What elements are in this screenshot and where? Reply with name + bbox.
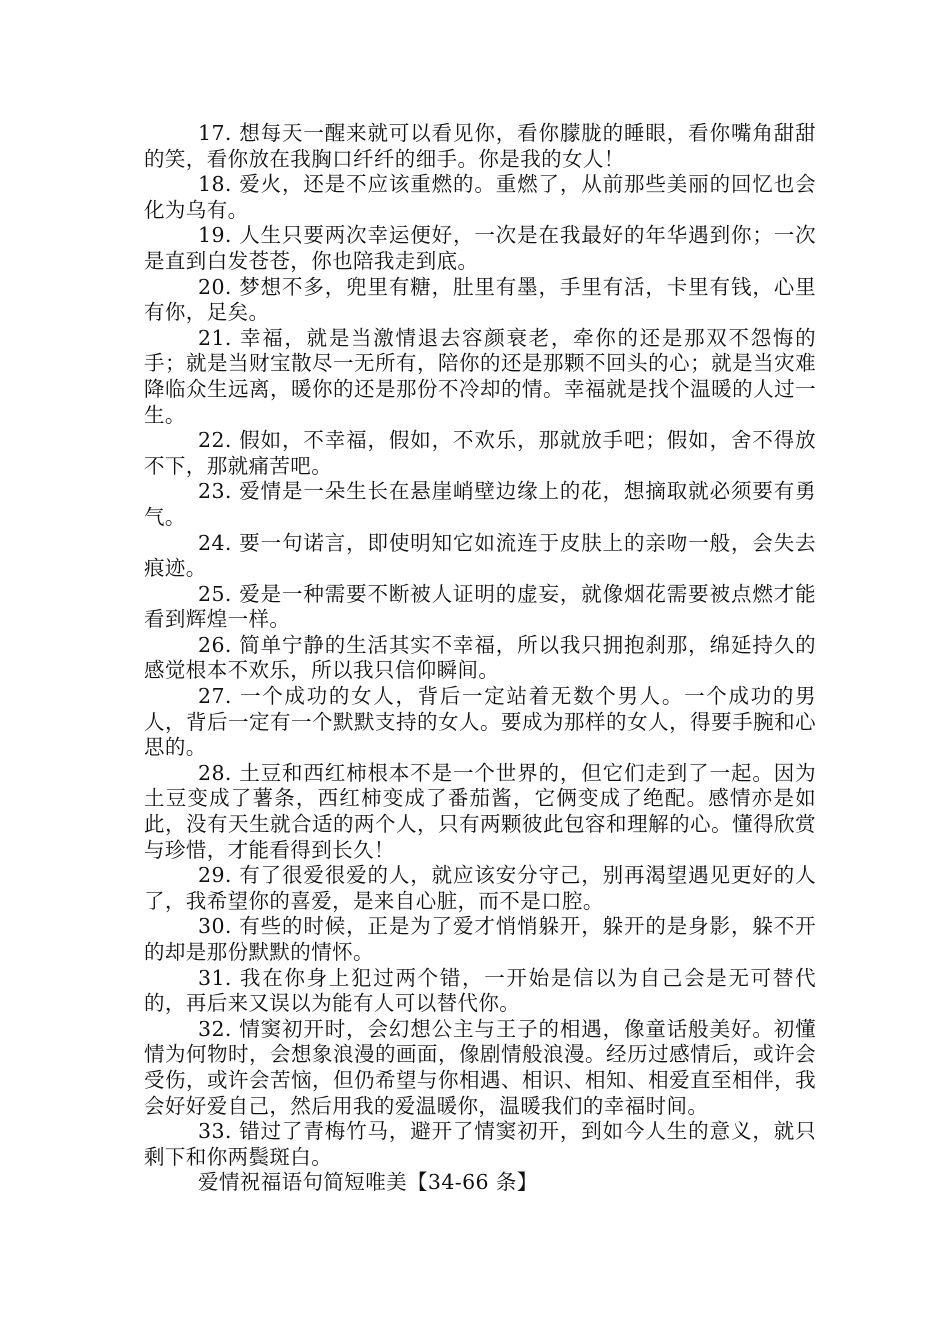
paragraph-30: 30. 有些的时候，正是为了爱才悄悄躲开，躲开的是身影，躲不开的却是那份默默的情怀。: [144, 914, 816, 964]
paragraph-24: 24. 要一句诺言，即使明知它如流连于皮肤上的亲吻一般，会失去痕迹。: [144, 530, 816, 581]
paragraph-29: 29. 有了很爱很爱的人，就应该安分守己，别再渴望遇见更好的人了，我希望你的喜爱，是来自心脏，而不是口腔。: [144, 863, 816, 913]
paragraph-27: 27. 一个成功的女人，背后一定站着无数个男人。一个成功的男人，背后一定有一个默默支持的女人。要成为那样的女人，得要手腕和心思的。: [144, 684, 816, 760]
paragraph-33: 33. 错过了青梅竹马，避开了情窦初开，到如今人生的意义，就只剩下和你两鬓斑白。: [144, 1119, 816, 1169]
paragraph-26: 26. 简单宁静的生活其实不幸福，所以我只拥抱刹那，绵延持久的感觉根本不欢乐，所以我只信仰瞬间。: [144, 632, 816, 683]
section-heading: 爱情祝福语句简短唯美【34-66 条】: [198, 1170, 538, 1195]
paragraph-23: 23. 爱情是一朵生长在悬崖峭壁边缘上的花，想摘取就必须要有勇气。: [144, 479, 816, 529]
paragraph-20: 20. 梦想不多，兜里有糖，肚里有墨，手里有活，卡里有钱，心里有你，足矣。: [144, 274, 816, 325]
paragraph-28: 28. 土豆和西红柿根本不是一个世界的，但它们走到了一起。因为土豆变成了薯条，西红柿变成了番茄酱，它俩变成了绝配。感情亦是如此，没有天生就合适的两个人，只有两颗彼此包容和理解的心。懂得欣赏与珍惜，才能看得到长久！: [144, 760, 816, 862]
document-body: [144, 121, 816, 1196]
paragraph-18: 18. 爱火，还是不应该重燃的。重燃了，从前那些美丽的回忆也会化为乌有。: [144, 172, 816, 222]
paragraph-22: 22. 假如，不幸福，假如，不欢乐，那就放手吧；假如，舍不得放不下，那就痛苦吧。: [144, 428, 816, 478]
paragraph-21: 21. 幸福，就是当激情退去容颜衰老，牵你的还是那双不怨悔的手；就是当财宝散尽一无所有，陪你的还是那颗不回头的心；就是当灾难降临众生远离，暖你的还是那份不冷却的情。幸福就是找个温暖的人过一生。: [144, 325, 816, 427]
paragraph-19: 19. 人生只要两次幸运便好，一次是在我最好的年华遇到你；一次是直到白发苍苍，你也陪我走到底。: [144, 223, 816, 273]
paragraph-32: 32. 情窦初开时，会幻想公主与王子的相遇，像童话般美好。初懂情为何物时，会想象浪漫的画面，像剧情般浪漫。经历过感情后，或许会受伤，或许会苦恼，但仍希望与你相遇、相识、相知、相爱直至相伴，我会好好爱自己，然后用我的爱温暖你，温暖我们的幸福时间。: [144, 1016, 816, 1118]
paragraph-31: 31. 我在你身上犯过两个错，一开始是信以为自己会是无可替代的，再后来又误以为能有人可以替代你。: [144, 965, 816, 1016]
paragraph-17: 17. 想每天一醒来就可以看见你，看你朦胧的睡眼，看你嘴角甜甜的笑，看你放在我胸口纤纤的细手。你是我的女人！: [144, 121, 816, 171]
paragraph-25: 25. 爱是一种需要不断被人证明的虚妄，就像烟花需要被点燃才能看到辉煌一样。: [144, 581, 816, 632]
